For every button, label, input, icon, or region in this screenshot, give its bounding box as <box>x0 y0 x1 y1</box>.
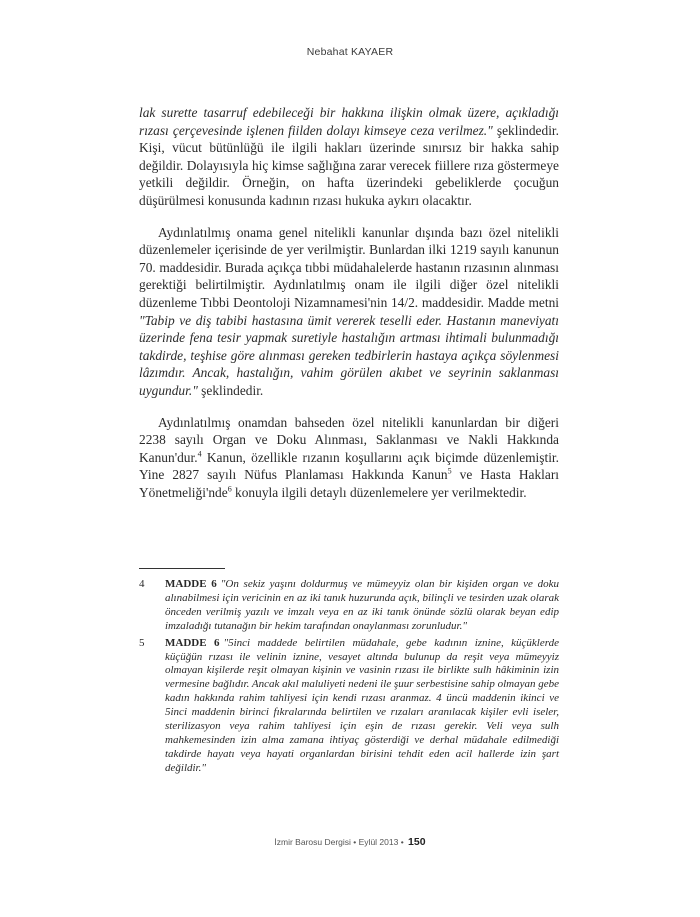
footnote-ref-4[interactable]: 4 <box>197 449 202 459</box>
paragraph-1-quote: lak surette tasarruf edebileceği bir hakkına ilişkin olmak üzere, açıkladığı rızası çerçevesinde işlenen fiilden dolayı kimseye ceza verilmez." <box>139 105 559 138</box>
footnote-number: 4 <box>139 578 145 590</box>
paragraph-2-text: Aydınlatılmış onama genel nitelikli kanunlar dışında bazı özel nitelikli düzenlemeler içerisinde de yer verilmiştir. Bunlardan ilki 1219 sayılı kanunun 70. maddesidir. Burada açıkça tıbbi müdahalelerde hastanın rızasının alınması gerektiği belirtilmiştir. Aydınlatılmış onam ile ilgili diğer özel nitelikli düzenleme Tıbbi Deontoloji Nizamnamesi'nin 14/2. maddesidir. Madde metni <box>139 224 559 310</box>
running-head-author: Nebahat KAYAER <box>306 46 394 58</box>
footer-journal: İzmir Barosu Dergisi <box>274 837 351 847</box>
footnote-number: 5 <box>139 636 145 649</box>
footnote-body: "5inci maddede belirtilen müdahale, gebe kadının iznine, küçüklerde küçüğün rızası ile velinin iznine, vesayet altında bulunup da reşit veya mümeyyiz olmayan kişilerde reşit olmayan kişinin ve vasinin rızası ile birlikte sulh hâkiminin izin vermesine bağlıdır. Ancak akıl maluliyeti nedeni ile şuur serbestisine sahip olmayan gebe kadın hakkında rahim tahliyesi için kendi rızası aranmaz. 4 üncü maddenin ikinci ve 5inci maddenin birinci fıkralarında belirtilen ve rızaları aranılacak kişiler evli iseler, sterilizasyon veya rahim tahliyesi için eşin de rızası gerekir. Veli veya sulh mahkemesinden izin alma zamana ihtiyaç gösterdiği ve derhal müdahale edilmediği takdirde hayatı veya hayati organlardan birisini tehdit eden acil hallerde izin şart değildir." <box>165 636 559 774</box>
paragraph-3 <box>139 414 559 502</box>
paragraph-1-text: şeklindedir. Kişi, vücut bütünlüğü ile ilgili hakları üzerinde sınırsız bir hakka sahip değildir. Dolayısıyla hiç kimse sağlığına zarar verecek fiillere rıza göstermeye yetkili değildir. Örneğin, on hafta üzerindeki gebeliklerde çocuğun düşürülmesi konusunda kadının rızası hukuka aykırı olacaktır. <box>139 122 559 208</box>
paragraph-2-quote: "Tabip ve diş tabibi hastasına ümit vererek teselli eder. Hastanın maneviyatı üzerinde fena tesir yapmak suretiyle hastalığın artması ihtimali bulunmadığı takdirde, teşhise göre alınması gereken tedbirlerin hastaya açıkça söylenmesi lâzımdır. Ancak, hastalığın, vahim görülen akıbet ve seyrinin saklanması uygundur." <box>139 312 559 398</box>
footnote-heading: MADDE 6 <box>165 578 217 590</box>
paragraph-2 <box>139 224 559 400</box>
footnote-body: "On sekiz yaşını doldurmuş ve mümeyyiz olan bir kişiden organ ve doku alınabilmesi için vericinin en az iki tanık huzurunda açık, bilinçli ve tesirden uzak olarak önceden verilmiş yazılı ve imzalı veya en az iki tanık önünde sözlü olarak beyan edip imzaladığı tutanağın bir hekim tarafından onaylanması zorunludur." <box>165 578 559 632</box>
footnote-ref-5[interactable]: 5 <box>447 466 452 476</box>
footnote-heading: MADDE 6 <box>165 636 220 649</box>
footnote-text <box>165 637 559 776</box>
footer-date: Eylül 2013 <box>358 837 399 847</box>
paragraph-3-part-d: konuyla ilgili detaylı düzenlemelere yer verilmektedir. <box>231 484 527 500</box>
page-number: 150 <box>408 836 426 848</box>
paragraph-1 <box>139 104 559 210</box>
paragraph-3-part-c: ve Hasta Hakları Yönetmeliği'nde <box>139 467 559 500</box>
paragraph-3-part-b: Kanun, özellikle rızanın koşullarını açık biçimde düzenlemiştir. Yine 2827 sayılı Nüfus Planlaması Hakkında Kanun <box>139 449 559 483</box>
footnote-divider <box>139 568 225 569</box>
paragraph-3-part-a: Aydınlatılmış onamdan bahseden özel nitelikli kanunlardan bir diğeri 2238 sayılı Organ ve Doku Alınması, Saklanması ve Nakli Hakkında Kanun'dur. <box>139 414 559 465</box>
footnote-ref-6[interactable]: 6 <box>227 484 232 494</box>
page-footer: İzmir Barosu Dergisi • Eylül 2013 • 150 <box>274 836 426 848</box>
footnote-4 <box>139 578 559 634</box>
footnotes <box>139 578 559 779</box>
paragraph-2-tail: şeklindedir. <box>197 382 264 398</box>
footnote-5 <box>139 637 559 776</box>
footnote-text <box>165 578 559 634</box>
body-text <box>139 104 559 501</box>
